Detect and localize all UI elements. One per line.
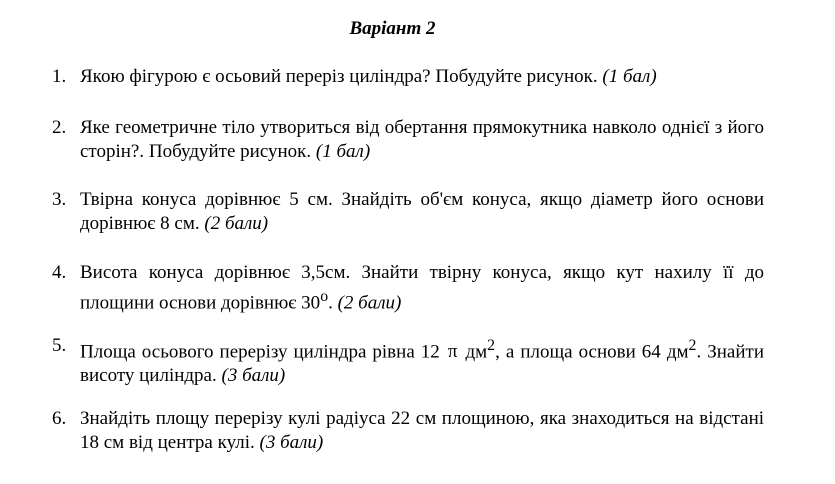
task-number: 3. <box>52 189 67 210</box>
task-text-line: однієї з його сторін?. Побудуйте рисунок. <box>80 117 764 162</box>
task-text <box>80 407 764 455</box>
task-number: 5. <box>52 335 67 356</box>
task-text-fragment: . <box>696 341 702 363</box>
task-item <box>52 65 764 89</box>
task-text-fragment: Площа осьового перерізу циліндра рівна 12 <box>80 341 440 363</box>
task-text-line: основи дорівнює 8 см. <box>80 189 764 234</box>
variant-title: Варіант 2 <box>349 18 436 39</box>
task-text <box>80 334 764 388</box>
task-text-line: Знайдіть площу перерізу кулі радіуса 22 см площиною, яка знаходиться на <box>80 408 694 429</box>
task-text-line: Знайти висоту циліндра. <box>80 341 764 387</box>
task-item <box>52 334 764 388</box>
task-points: (3 бали) <box>259 432 324 453</box>
task-item <box>52 188 764 236</box>
task-text-line: відстані 18 см від центра кулі. <box>80 408 765 453</box>
task-text-line: Висота конуса дорівнює 3,5см. Знайти твірну конуса, якщо кут нахилу її <box>80 262 734 283</box>
task-points: (2 бали) <box>204 213 269 234</box>
pi-symbol: π <box>447 341 458 363</box>
task-number: 6. <box>52 408 67 429</box>
task-text <box>80 65 764 89</box>
task-item <box>52 407 764 455</box>
task-number: 4. <box>52 262 67 283</box>
task-text-fragment: дм <box>459 341 488 363</box>
task-text <box>80 116 764 164</box>
square-superscript: 2 <box>688 337 697 354</box>
task-text <box>80 261 764 315</box>
degree-superscript: о <box>320 288 329 305</box>
task-points: (1 бал) <box>602 66 657 87</box>
task-text-line: Твірна конуса дорівнює 5 см. Знайдіть об'єм конуса, якщо діаметр його <box>80 189 699 210</box>
task-points: (3 бали) <box>221 365 286 387</box>
task-text-fragment: , а площа основи 64 дм <box>495 341 689 363</box>
task-number: 1. <box>52 66 67 87</box>
task-number: 2. <box>52 117 67 138</box>
task-text <box>80 188 764 236</box>
task-points: (2 бали) <box>337 292 402 314</box>
task-text-line: Яке геометричне тіло утвориться від обертання прямокутника навколо <box>80 117 657 138</box>
task-text-fragment: . <box>328 292 333 314</box>
task-text-line: Якою фігурою є осьовий переріз циліндра? Побудуйте рисунок. <box>80 66 598 87</box>
task-item <box>52 116 764 164</box>
square-superscript: 2 <box>487 337 496 354</box>
task-item <box>52 261 764 315</box>
task-text-line: до площини основи дорівнює 30 <box>80 262 765 314</box>
task-points: (1 бал) <box>315 141 371 162</box>
